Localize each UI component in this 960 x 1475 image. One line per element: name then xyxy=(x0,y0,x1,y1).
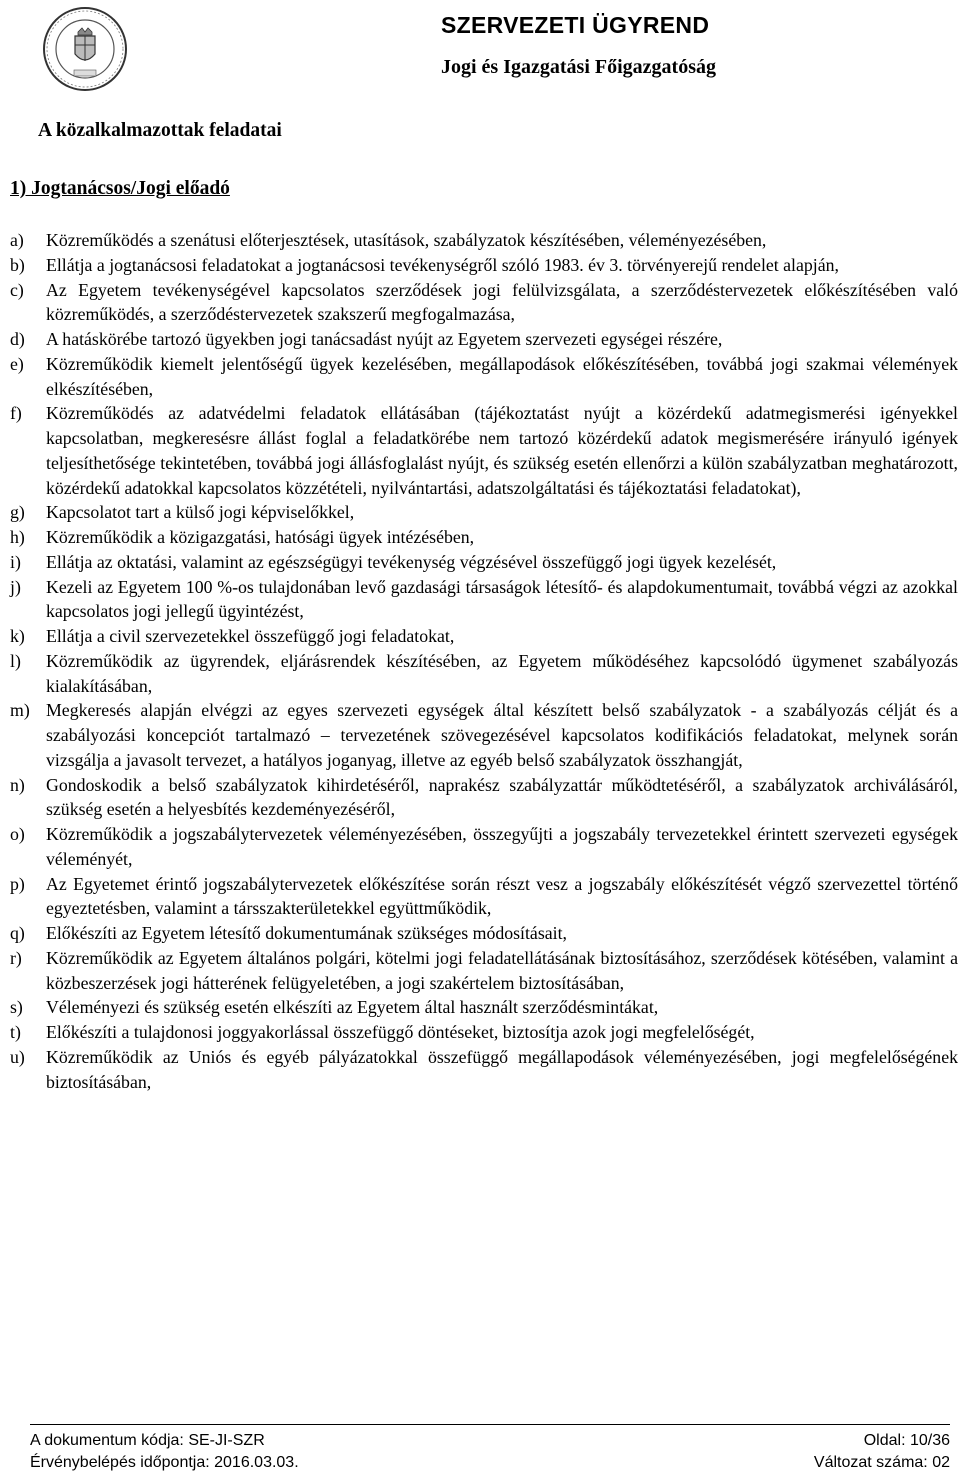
list-item-text: A hatáskörébe tartozó ügyekben jogi tanácsadást nyújt az Egyetem szervezeti egységei részére, xyxy=(46,329,723,349)
list-item xyxy=(10,575,958,625)
list-item-text: Közreműködik a közigazgatási, hatósági ügyek intézésében, xyxy=(46,527,475,547)
university-seal-logo xyxy=(42,6,128,92)
page-body xyxy=(10,118,958,1094)
list-item-text: Gondoskodik a belső szabályzatok kihirdetéséről, naprakész szabályzattár működtetéséről, a szabályzatok archiválásáról, szükség esetén a helyesbítés kezdeményezéséről, xyxy=(46,774,958,820)
list-item-text: Közreműködik a jogszabálytervezetek véleményezésében, összegyűjti a jogszabály tervezetekkel érintett szervezeti egységek véleményét, xyxy=(46,824,958,869)
list-item-marker: m) xyxy=(10,700,30,721)
page-header xyxy=(0,0,960,100)
list-item-text: Kezeli az Egyetem 100 %-os tulajdonában levő gazdasági társaságok létesítő- és alapdokumentumait, továbbá végzi az azokkal kapcsolatos jogi jellegű ügyintézést, xyxy=(46,576,958,622)
list-item-text: Közreműködés az adatvédelmi feladatok ellátásában (tájékoztatást nyújt a közérdekű adatmegismerési igényekkel kapcsolatban, megkeresésre állást foglal a feladatkörébe nem tartozó közérdekű adatok megismerésére irányuló igények teljesíthetősége tekintetében, továbbá jogi állásfoglalást nyújt, és szükség esetén ellenőrzi a külön szabályzatban meghatározott, közérdekű adatokkal kapcsolatos közzétételi, nyilvántartási, adatszolgáltatási és tájékoztatási feladatokat), xyxy=(46,403,958,498)
list-item-marker: c) xyxy=(10,279,24,300)
list-item-text: Véleményezi és szükség esetén elkészíti az Egyetem által használt szerződésmintákat, xyxy=(46,997,659,1018)
list-item xyxy=(10,500,958,525)
list-item xyxy=(10,872,958,922)
list-item-marker: f) xyxy=(10,403,22,424)
list-item xyxy=(10,550,958,575)
page-number: Oldal: 10/36 xyxy=(863,1432,950,1449)
list-item-text: Ellátja az oktatási, valamint az egészségügyi tevékenység végzésével összefüggő jogi ügyek kezelését, xyxy=(46,551,777,572)
list-item-text: Ellátja a civil szervezetekkel összefüggő jogi feladatokat, xyxy=(46,626,455,646)
list-item-marker: u) xyxy=(10,1046,25,1067)
list-item-marker: e) xyxy=(10,353,24,374)
document-code: A dokumentum kódja: SE-JI-SZR xyxy=(30,1432,265,1449)
list-item-marker: q) xyxy=(10,923,25,943)
list-item-marker: p) xyxy=(10,873,25,894)
list-item-marker: t) xyxy=(10,1022,21,1042)
list-item-text: Előkészíti a tulajdonosi joggyakorlással összefüggő döntéseket, biztosítja azok jogi megfelelőségét, xyxy=(46,1022,755,1042)
list-item-marker: h) xyxy=(10,527,25,547)
role-subheading: 1) Jogtanácsos/Jogi előadó xyxy=(10,178,230,199)
list-item-text: Közreműködik az Egyetem általános polgári, kötelmi jogi feladatellátásának biztosításához, szerződések kötésében, valamint a közbeszerzések jogi hátterének felügyeletében, a jogi szakértelem biztosításában, xyxy=(46,947,958,993)
list-item xyxy=(10,525,958,550)
list-item xyxy=(10,401,958,500)
list-item-text: Közreműködés a szenátusi előterjesztések, utasítások, szabályzatok készítésében, véleményezésében, xyxy=(46,230,767,250)
list-item-text: Az Egyetem tevékenységével kapcsolatos szerződések jogi felülvizsgálata, a szerződéstervezetek előkészítésében való közreműködés, a szerződéstervezetek szakszerű megfogalmazása, xyxy=(46,279,958,325)
document-title: SZERVEZETI ÜGYREND xyxy=(441,12,710,38)
list-item xyxy=(10,624,958,649)
list-item-marker: g) xyxy=(10,502,25,523)
page-footer xyxy=(30,1424,950,1474)
list-item-text: Az Egyetemet érintő jogszabálytervezetek előkészítése során részt vesz a jogszabály előkészítését végző szervezettel történő egyeztetésben, valamint a társszakterületekkel együttműködik, xyxy=(46,873,958,919)
list-item-marker: o) xyxy=(10,824,25,844)
list-item-marker: i) xyxy=(10,551,21,572)
version-number: Változat száma: 02 xyxy=(813,1454,950,1471)
list-item-marker: n) xyxy=(10,774,25,795)
list-item-marker: j) xyxy=(10,576,21,597)
list-item-text: Előkészíti az Egyetem létesítő dokumentumának szükséges módosításait, xyxy=(46,923,567,943)
list-item xyxy=(10,228,958,253)
list-item-text: Közreműködik az Uniós és egyéb pályázatokkal összefüggő megállapodások véleményezésében, jogi megfelelőségének biztosításában, xyxy=(46,1046,958,1092)
effective-date: Érvénybelépés időpontja: 2016.03.03. xyxy=(30,1454,299,1471)
list-item-marker: k) xyxy=(10,626,25,646)
list-item xyxy=(10,946,958,996)
list-item xyxy=(10,649,958,699)
list-item-text: Megkeresés alapján elvégzi az egyes szervezeti egységek által készített belső szabályzatok - a szabályozás célját és a szabályozási koncepciót tartalmazó – tervezetének szövegezésével kapcsolatos kodifikációs feladatokat, melynek során vizsgálja a javasolt tervezet, a hatályos joganyag, illetve az egyéb belső szabályzatok összhangját, xyxy=(46,700,958,770)
list-item-marker: r) xyxy=(10,947,22,968)
list-item-text: Közreműködik az ügyrendek, eljárásrendek készítésében, az Egyetem működéséhez kapcsolódó ügymenet szabályozás kialakításában, xyxy=(46,650,958,696)
list-item xyxy=(10,1045,958,1095)
list-item-marker: a) xyxy=(10,230,24,250)
list-item xyxy=(10,822,958,872)
list-item-marker: s) xyxy=(10,997,23,1018)
list-item xyxy=(10,352,958,402)
list-item xyxy=(10,253,958,278)
list-item xyxy=(10,278,958,328)
list-item-marker: b) xyxy=(10,254,25,275)
task-list xyxy=(10,228,958,1094)
list-item xyxy=(10,995,958,1020)
list-item xyxy=(10,773,958,823)
organization-name: Jogi és Igazgatási Főigazgatóság xyxy=(441,56,716,78)
list-item-marker: d) xyxy=(10,329,25,349)
list-item xyxy=(10,327,958,352)
list-item-text: Kapcsolatot tart a külső jogi képviselőkkel, xyxy=(46,502,355,523)
list-item xyxy=(10,698,958,772)
section-heading: A közalkalmazottak feladatai xyxy=(38,120,282,141)
list-item-text: Közreműködik kiemelt jelentőségű ügyek kezelésében, megállapodások előkészítésében, továbbá jogi szakmai vélemények elkészítésében, xyxy=(46,353,958,399)
list-item xyxy=(10,1020,958,1045)
list-item xyxy=(10,921,958,946)
list-item-text: Ellátja a jogtanácsosi feladatokat a jogtanácsosi tevékenységről szóló 1983. év 3. törvényerejű rendelet alapján, xyxy=(46,254,839,275)
list-item-marker: l) xyxy=(10,650,21,671)
